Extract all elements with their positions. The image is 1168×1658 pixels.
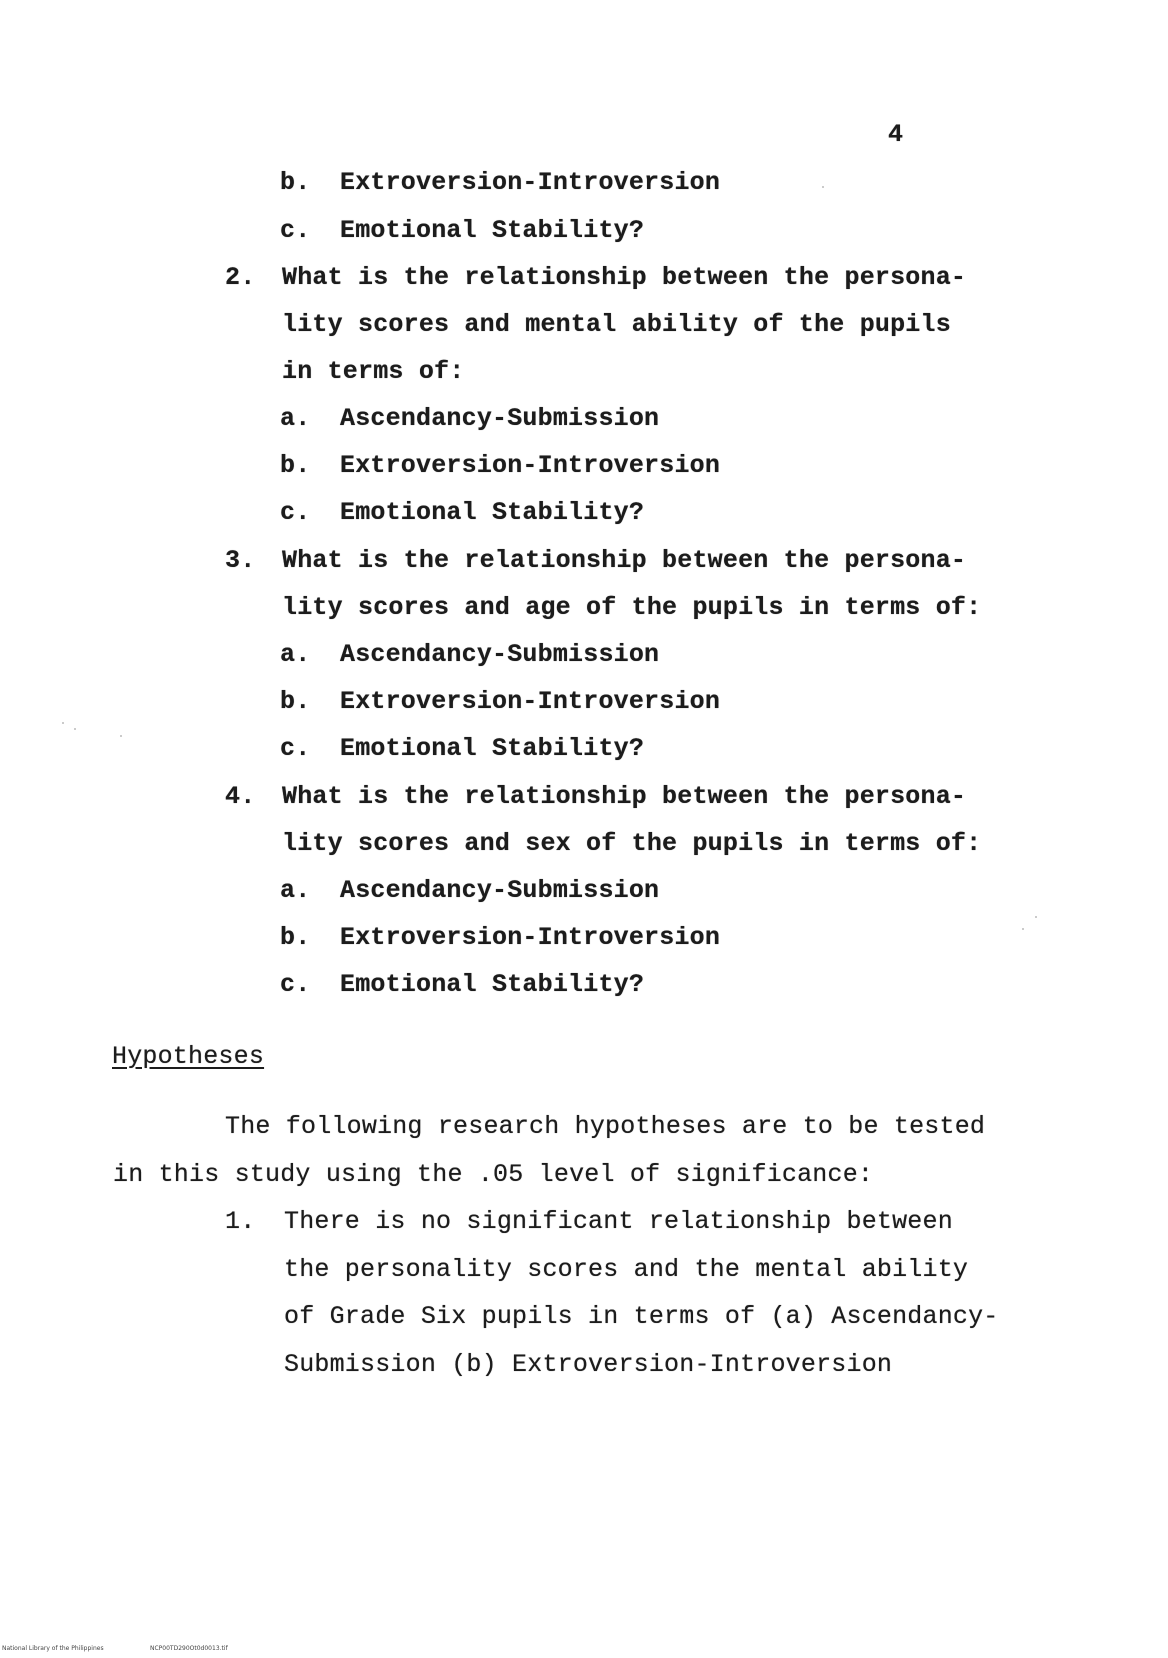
q2-c-label: c. [280,498,311,527]
q4-a-text: Ascendancy-Submission [340,876,660,905]
scan-speck [62,722,64,724]
q4-c-label: c. [280,970,311,999]
q2-c-text: Emotional Stability? [340,498,645,527]
hypothesis-1-line-2: the personality scores and the mental ability [284,1255,969,1284]
q4-b-text: Extroversion-Introversion [340,923,721,952]
q2-a-label: a. [280,404,311,433]
hypothesis-1-line-4: Submission (b) Extroversion-Introversion [284,1350,893,1379]
q4-a-label: a. [280,876,311,905]
q1-c-label: c. [280,216,311,245]
q2-number: 2. [225,263,256,292]
hypotheses-intro-line-2: in this study using the .05 level of significance: [113,1160,874,1189]
q2-line-2: lity scores and mental ability of the pupils [282,310,951,339]
q3-a-text: Ascendancy-Submission [340,640,660,669]
q2-line-1: What is the relationship between the persona- [282,263,967,292]
q4-b-label: b. [280,923,311,952]
hypothesis-1-line-3: of Grade Six pupils in terms of (a) Ascendancy- [284,1302,999,1331]
q2-b-text: Extroversion-Introversion [340,451,721,480]
q4-line-1: What is the relationship between the persona- [282,782,967,811]
scan-speck [822,186,824,188]
q2-b-label: b. [280,451,311,480]
hypotheses-intro-line-1: The following research hypotheses are to be tested [225,1112,986,1141]
q3-a-label: a. [280,640,311,669]
footer-library: National Library of the Philippines [2,1645,104,1652]
q1-c-text: Emotional Stability? [340,216,645,245]
q3-b-label: b. [280,687,311,716]
q4-c-text: Emotional Stability? [340,970,645,999]
hypothesis-1-number: 1. [225,1207,256,1236]
q4-number: 4. [225,782,256,811]
q3-line-2: lity scores and age of the pupils in terms of: [282,593,982,622]
hypothesis-1-line-1: There is no significant relationship between [284,1207,953,1236]
q2-a-text: Ascendancy-Submission [340,404,660,433]
scan-speck [1035,916,1037,918]
footer-file-id: NCP00TD290Ot0d0013.tif [150,1645,228,1652]
q1-b-text: Extroversion-Introversion [340,168,721,197]
q3-line-1: What is the relationship between the persona- [282,546,967,575]
q3-number: 3. [225,546,256,575]
scan-speck [1022,928,1024,930]
q2-line-3: in terms of: [282,357,465,386]
q4-line-2: lity scores and sex of the pupils in terms of: [282,829,982,858]
q3-c-label: c. [280,734,311,763]
page-number: 4 [888,120,904,149]
hypotheses-heading: Hypotheses [112,1042,265,1071]
q3-b-text: Extroversion-Introversion [340,687,721,716]
scan-speck [74,728,76,730]
q3-c-text: Emotional Stability? [340,734,645,763]
scan-speck [120,735,122,737]
q1-b-label: b. [280,168,311,197]
